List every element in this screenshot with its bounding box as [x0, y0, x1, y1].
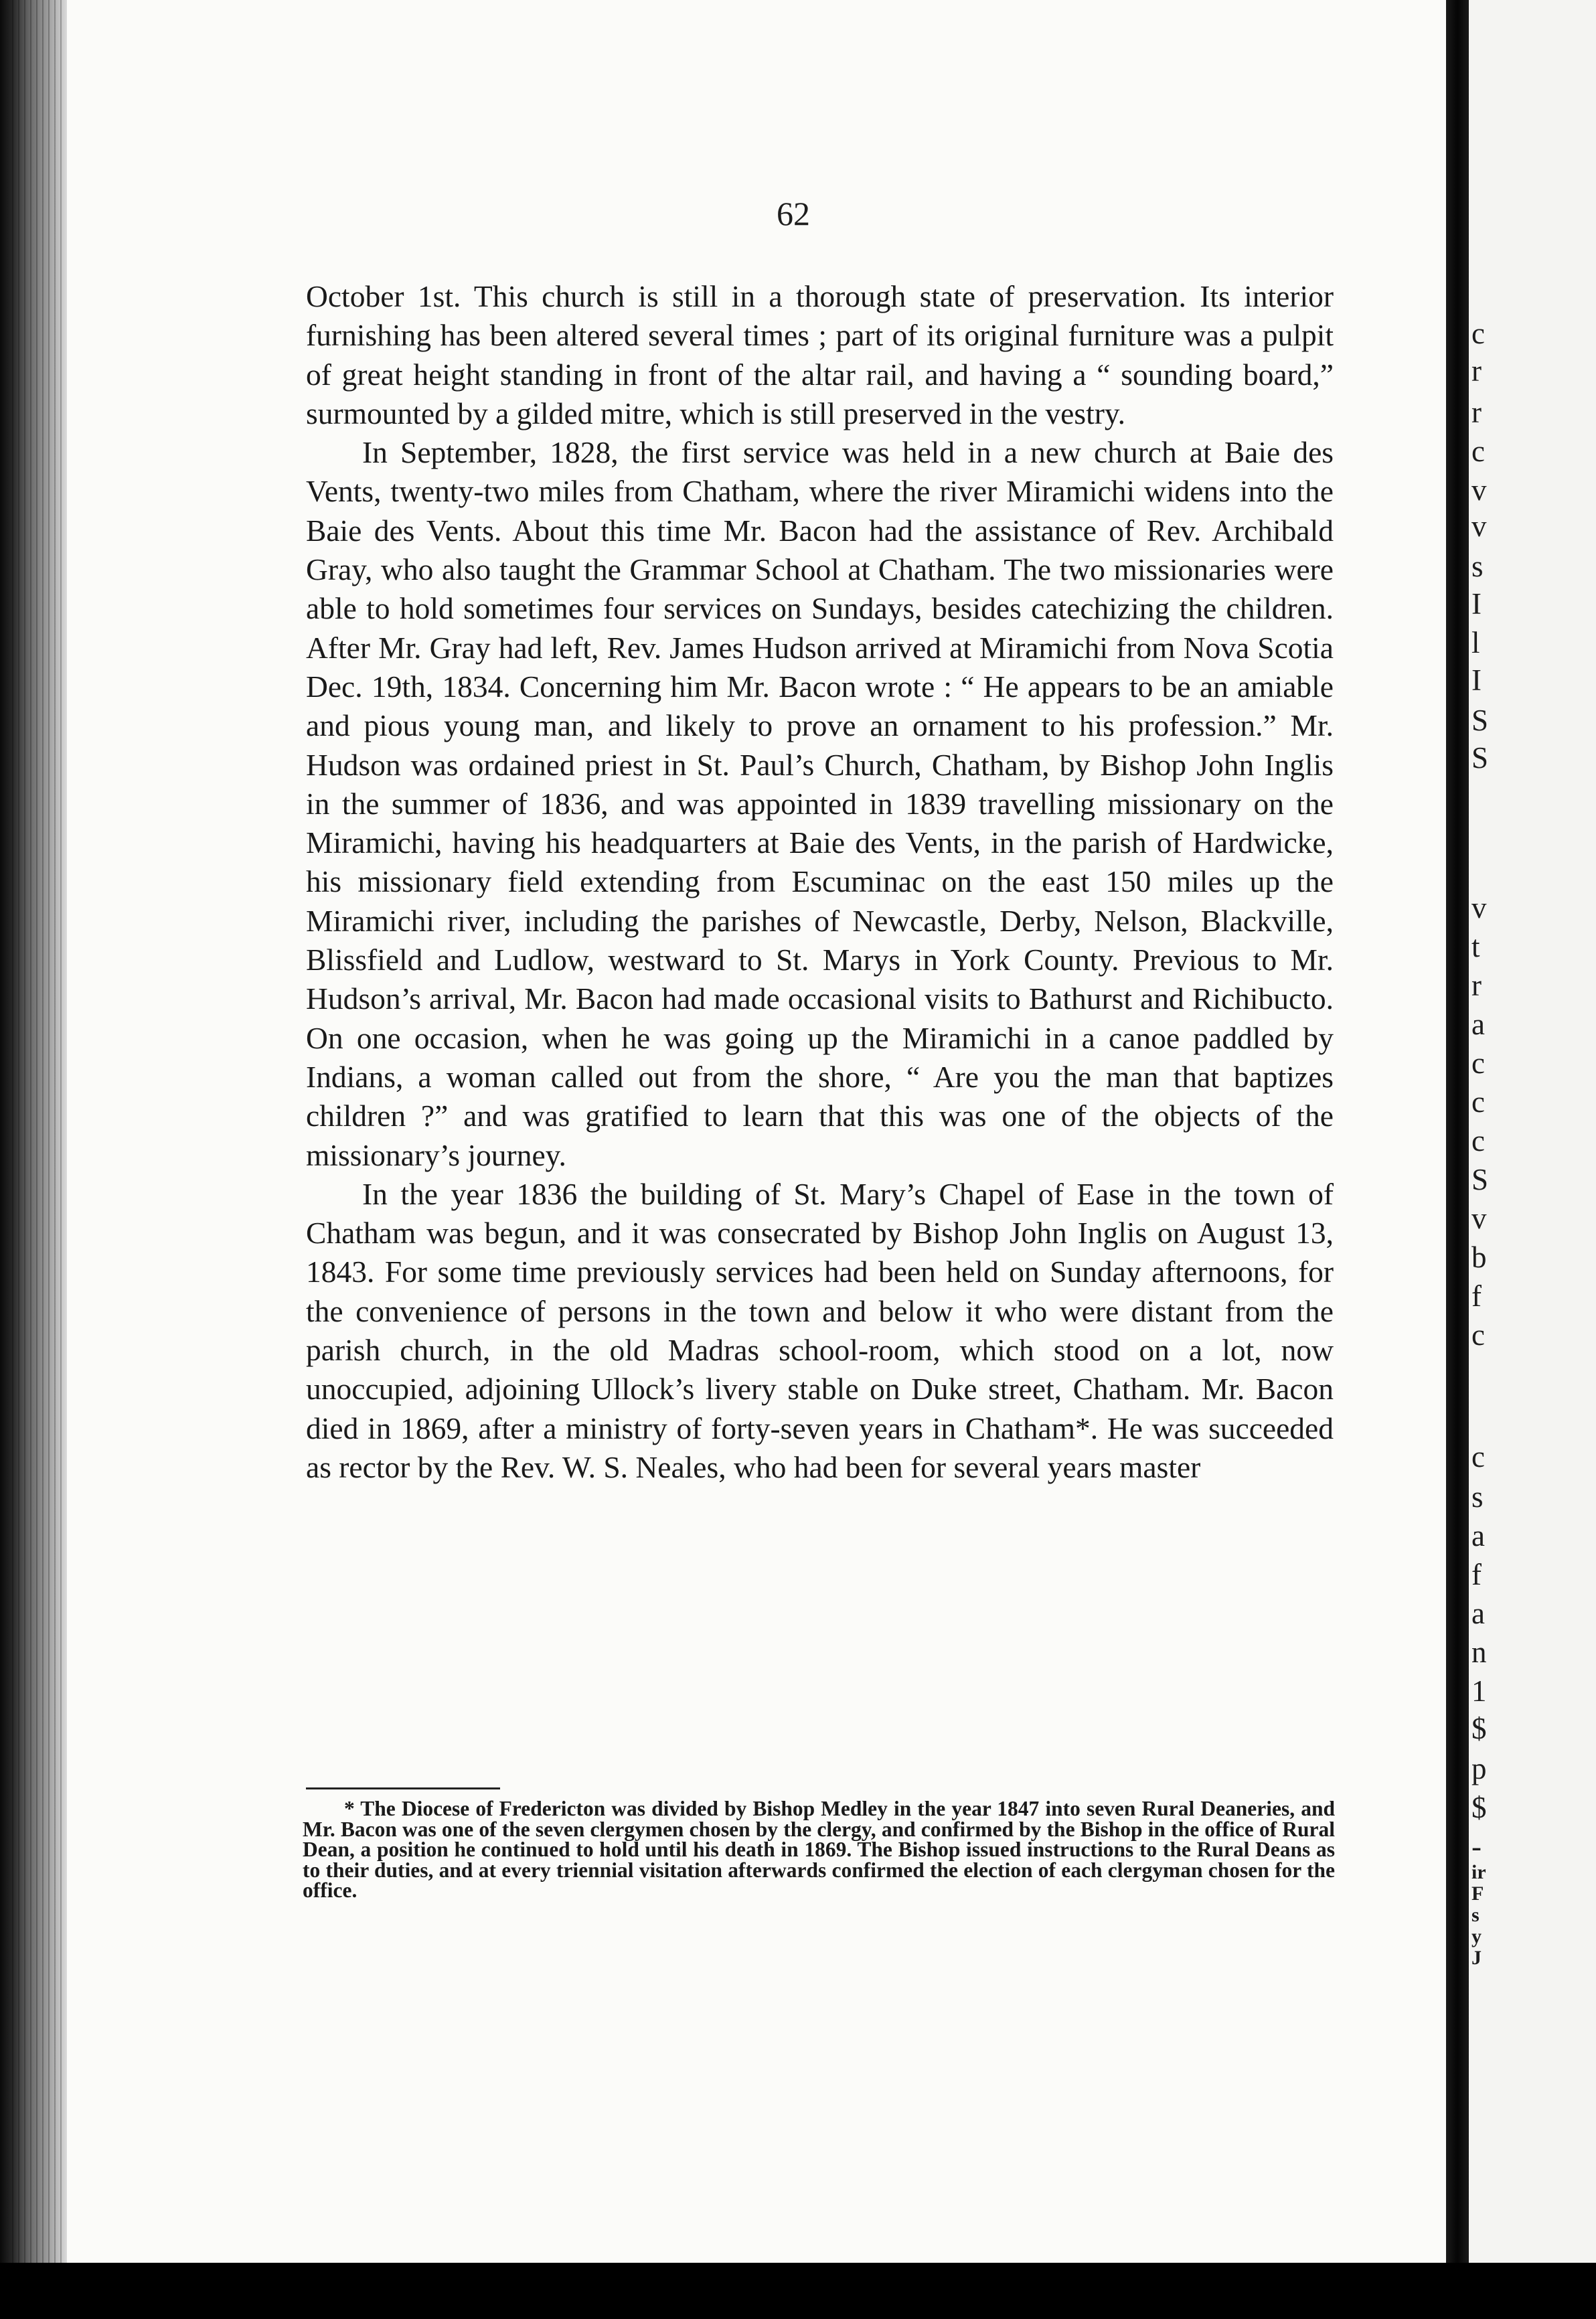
adjacent-page-letter: c	[1471, 1085, 1485, 1119]
adjacent-page-letter: a	[1471, 1008, 1485, 1041]
adjacent-page-letter: c	[1471, 1124, 1485, 1157]
footnote	[303, 1799, 1335, 1901]
adjacent-page-letter: t	[1471, 930, 1480, 963]
adjacent-page-footnote-letter: ir	[1471, 1861, 1486, 1883]
adjacent-page-letter: c	[1471, 1318, 1485, 1352]
adjacent-page-letter: I	[1471, 663, 1482, 697]
adjacent-page-letter: a	[1471, 1597, 1485, 1630]
paragraph: In the year 1836 the building of St. Mary’s Chapel of Ease in the town of Chatham was begun, and it was consecrated by Bishop John Inglis on August 13, 1843. For some time previously services had been held on Sunday afternoons, for the convenience of persons in the town and below it who were distant from the parish church, in the old Madras school-room, which stood on a lot, now unoccupied, adjoining Ullock’s livery stable on Duke street, Chatham. Mr. Bacon died in 1869, after a ministry of forty-seven years in Chatham*. He was succeeded as rector by the Rev. W. S. Neales, who had been for several years master	[306, 1176, 1334, 1484]
adjacent-page-letter: p	[1471, 1752, 1487, 1785]
adjacent-page-text-fragments	[1469, 0, 1596, 2263]
binding-texture	[12, 0, 66, 2319]
adjacent-page-letter: a	[1471, 1519, 1485, 1552]
adjacent-page-letter: r	[1471, 969, 1482, 1002]
adjacent-page-letter: $	[1471, 1791, 1487, 1824]
adjacent-page-edge	[1469, 0, 1596, 2263]
adjacent-page-letter: r	[1471, 354, 1482, 388]
adjacent-page-letter: b	[1471, 1241, 1487, 1274]
body-text	[306, 277, 1334, 1487]
adjacent-page-letter: v	[1471, 891, 1487, 925]
adjacent-page-letter: f	[1471, 1558, 1482, 1591]
scan-bottom-border	[0, 2263, 1596, 2319]
adjacent-page-letter: I	[1471, 587, 1482, 621]
adjacent-page-letter: 1	[1471, 1674, 1487, 1708]
adjacent-page-letter: f	[1471, 1279, 1482, 1313]
adjacent-page-footnote-letter: s	[1471, 1904, 1480, 1926]
adjacent-page-letter: c	[1471, 1046, 1485, 1080]
adjacent-page-footnote-letter: J	[1471, 1947, 1482, 1969]
adjacent-page-letter: l	[1471, 626, 1480, 659]
adjacent-page-letter: r	[1471, 396, 1482, 429]
paragraph: In September, 1828, the first service was held in a new church at Baie des Vents, twenty-two miles from Chatham, where the river Miramichi widens into the Baie des Vents. About this time Mr. Bacon had the assistance of Rev. Archibald Gray, who also taught the Grammar School at Chatham. The two missionaries were able to hold sometimes four services on Sundays, besides catechizing the children. After Mr. Gray had left, Rev. James Hudson arrived at Miramichi from Nova Scotia Dec. 19th, 1834. Concerning him Mr. Bacon wrote : “ He appears to be an amiable and pious young man, and likely to prove an ornament to his profession.” Mr. Hudson was ordained priest in St. Paul’s Church, Chatham, by Bishop John Inglis in the summer of 1836, and was appointed in 1839 travelling missionary on the Miramichi, having his headquarters at Baie des Vents, in the parish of Hardwicke, his missionary field extending from Escuminac on the east 150 miles up the Miramichi river, including the parishes of Newcastle, Derby, Nelson, Blackville, Blissfield and Ludlow, westward to St. Marys in York County. Previous to Mr. Hudson’s arrival, Mr. Bacon had made occasional visits to Bathurst and Richibucto. On one occasion, when he was going up the Miramichi in a canoe paddled by Indians, a woman called out from the shore, “ Are you the man that baptizes children ?” and was gratified to learn that this was one of the objects of the missionary’s journey.	[306, 435, 1334, 1172]
adjacent-page-letter: s	[1471, 550, 1484, 583]
adjacent-page-letter: c	[1471, 317, 1485, 350]
adjacent-page-footnote-letter: y	[1471, 1925, 1482, 1947]
adjacent-page-letter: S	[1471, 1163, 1489, 1196]
adjacent-page-letter: n	[1471, 1635, 1487, 1669]
adjacent-page-letter: -	[1471, 1830, 1482, 1863]
page-gutter	[1446, 0, 1469, 2319]
footnote-text: * The Diocese of Fredericton was divided by Bishop Medley in the year 1847 into seven Rural Deaneries, and Mr. Bacon was one of the seven clergymen chosen by the clergy, and confirmed by the Bishop in the office of Rural Dean, a position he continued to hold until his death in 1869. The Bishop issued instructions to the Rural Deans as to their duties, and at every triennial visitation afterwards confirmed the election of each clergyman chosen for the office.	[303, 1797, 1335, 1902]
adjacent-page-footnote-letter: F	[1471, 1883, 1484, 1905]
adjacent-page-letter: v	[1471, 473, 1487, 507]
adjacent-page-letter: c	[1471, 1440, 1485, 1473]
adjacent-page-letter: s	[1471, 1480, 1484, 1514]
adjacent-page-letter: v	[1471, 1202, 1487, 1235]
adjacent-page-letter: S	[1471, 704, 1489, 737]
adjacent-page-letter: c	[1471, 434, 1485, 468]
adjacent-page-letter: S	[1471, 741, 1489, 775]
page-number: 62	[777, 195, 810, 232]
paragraph: October 1st. This church is still in a thorough state of preservation. Its interior furnishing has been altered several times ; part of its original furniture was a pulpit of great height standing in front of the altar rail, and having a “ sounding board,” surmounted by a gilded mitre, which is still preserved in the vestry.	[306, 279, 1334, 430]
footnote-rule	[306, 1787, 500, 1789]
adjacent-page-letter: $	[1471, 1712, 1487, 1745]
adjacent-page-letter: v	[1471, 509, 1487, 543]
